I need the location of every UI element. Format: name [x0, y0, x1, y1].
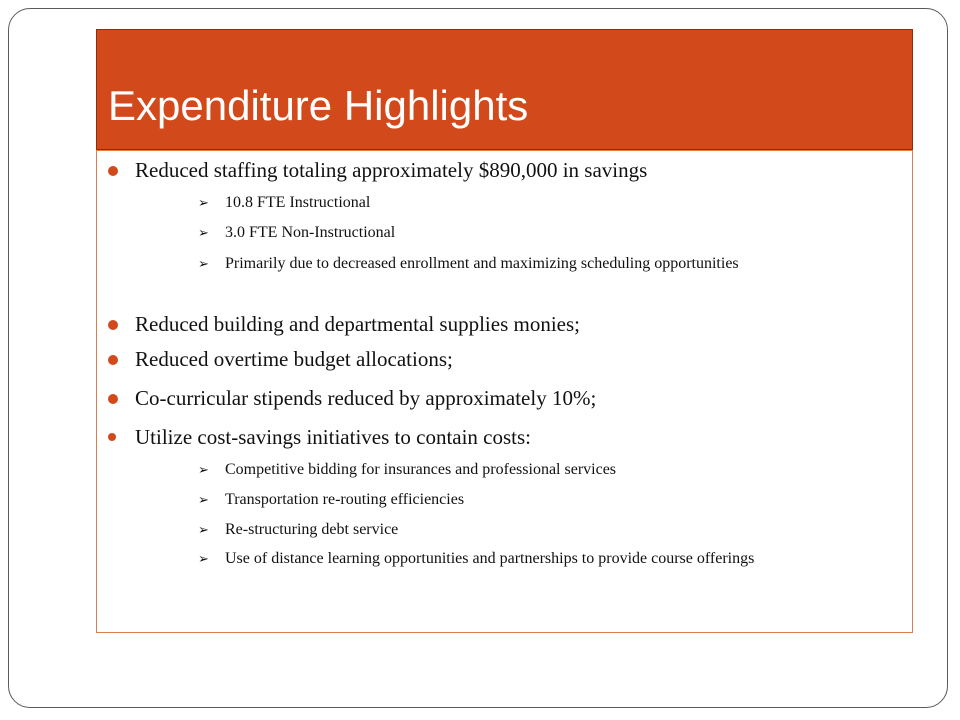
- sub-bullet-item: Primarily due to decreased enrollment and maximizing scheduling opportunities: [225, 255, 739, 272]
- arrowhead-right-icon: ➢: [198, 196, 209, 211]
- bullet-item: Co-curricular stipends reduced by approximately 10%;: [135, 386, 597, 410]
- bullet-icon: [108, 166, 118, 176]
- slide-title: Expenditure Highlights: [108, 82, 529, 129]
- bullet-icon: [108, 433, 116, 441]
- arrowhead-right-icon: ➢: [198, 226, 209, 241]
- bullet-item: Reduced staffing totaling approximately $890,000 in savings: [135, 158, 648, 182]
- arrowhead-right-icon: ➢: [198, 523, 209, 538]
- arrowhead-right-icon: ➢: [198, 552, 209, 567]
- bullet-icon: [108, 394, 118, 404]
- arrowhead-right-icon: ➢: [198, 463, 209, 478]
- title-bar: [96, 29, 913, 150]
- bullet-icon: [108, 320, 118, 330]
- sub-bullet-item: Transportation re-routing efficiencies: [225, 491, 465, 508]
- bullet-icon: [108, 355, 118, 365]
- bullet-item: Reduced building and departmental supplies monies;: [135, 312, 580, 336]
- sub-bullet-item: 10.8 FTE Instructional: [225, 194, 371, 211]
- sub-bullet-item: 3.0 FTE Non-Instructional: [225, 224, 396, 241]
- bullet-item: Utilize cost-savings initiatives to contain costs:: [135, 425, 532, 449]
- arrowhead-right-icon: ➢: [198, 257, 209, 272]
- bullet-item: Reduced overtime budget allocations;: [135, 347, 453, 371]
- arrowhead-right-icon: ➢: [198, 493, 209, 508]
- sub-bullet-item: Re-structuring debt service: [225, 521, 399, 538]
- sub-bullet-item: Competitive bidding for insurances and professional services: [225, 461, 617, 478]
- sub-bullet-item: Use of distance learning opportunities and partnerships to provide course offerings: [225, 550, 755, 567]
